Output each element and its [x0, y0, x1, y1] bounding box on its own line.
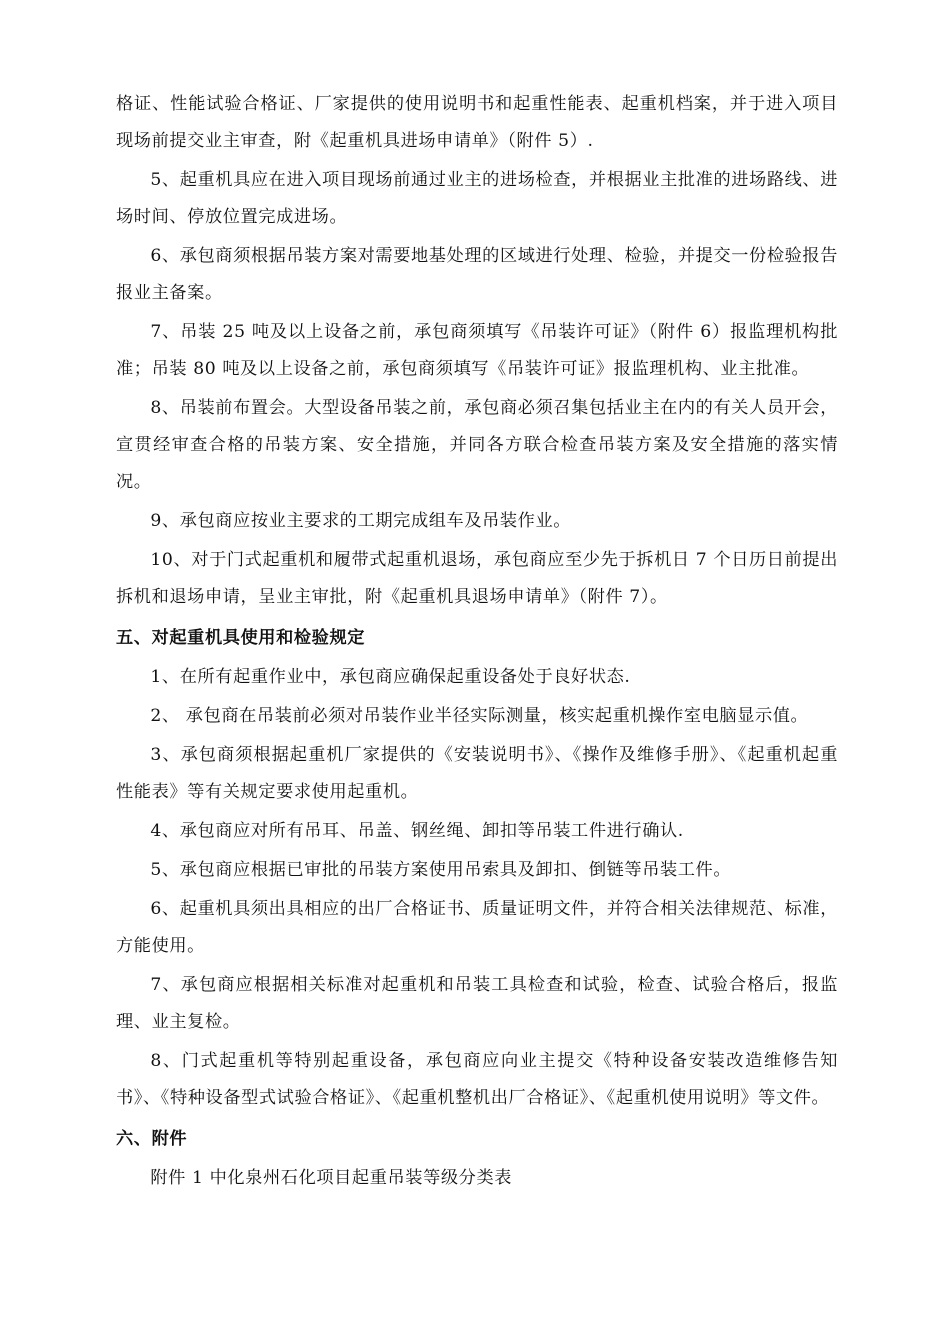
usage-rule-5: 5、承包商应根据已审批的吊装方案使用吊索具及卸扣、倒链等吊装工件。	[150, 860, 732, 880]
attachment-item-1: 附件 1 中化泉州石化项目起重吊装等级分类表	[150, 1168, 513, 1188]
paragraph-item-9: 9、承包商应按业主要求的工期完成组车及吊装作业。	[150, 511, 572, 531]
usage-rule-1: 1、在所有起重作业中，承包商应确保起重设备处于良好状态.	[150, 667, 631, 687]
section-heading-attachments: 六、附件	[116, 1129, 188, 1149]
paragraph-item-10: 10、对于门式起重机和履带式起重机退场，承包商应至少先于拆机日 7 个日历日前提出拆机和退场申请，呈业主审批，附《起重机具退场申请单》（附件 7）。	[116, 550, 838, 607]
paragraph-item-8: 8、吊装前布置会。大型设备吊装之前，承包商必须召集包括业主在内的有关人员开会，宣贯经审查合格的吊装方案、安全措施，并同各方联合检查吊装方案及安全措施的落实情况。	[116, 398, 838, 492]
usage-rule-6: 6、起重机具须出具相应的出厂合格证书、质量证明文件，并符合相关法律规范、标准，方能使用。	[116, 899, 838, 956]
usage-rule-3: 3、承包商须根据起重机厂家提供的《安装说明书》、《操作及维修手册》、《起重机起重性能表》等有关规定要求使用起重机。	[116, 745, 838, 802]
paragraph-item-5: 5、起重机具应在进入项目现场前通过业主的进场检查，并根据业主批准的进场路线、进场时间、停放位置完成进场。	[116, 170, 838, 227]
paragraph-item-6: 6、承包商须根据吊装方案对需要地基处理的区域进行处理、检验，并提交一份检验报告报业主备案。	[116, 246, 838, 303]
usage-rule-8: 8、门式起重机等特别起重设备，承包商应向业主提交《特种设备安装改造维修告知书》、《特种设备型式试验合格证》、《起重机整机出厂合格证》、《起重机使用说明》等文件。	[116, 1051, 838, 1108]
usage-rule-2: 2、 承包商在吊装前必须对吊装作业半径实际测量，核实起重机操作室电脑显示值。	[150, 706, 809, 726]
paragraph-continuation: 格证、性能试验合格证、厂家提供的使用说明书和起重性能表、起重机档案，并于进入项目现场前提交业主审查，附《起重机具进场申请单》（附件 5）.	[116, 94, 838, 151]
paragraph-item-7: 7、吊装 25 吨及以上设备之前，承包商须填写《吊装许可证》（附件 6）报监理机构批准；吊装 80 吨及以上设备之前，承包商须填写《吊装许可证》报监理机构、业主批准。	[116, 322, 838, 379]
usage-rule-4: 4、承包商应对所有吊耳、吊盖、钢丝绳、卸扣等吊装工件进行确认.	[150, 821, 684, 841]
section-heading-usage-inspection: 五、对起重机具使用和检验规定	[116, 628, 366, 648]
usage-rule-7: 7、承包商应根据相关标准对起重机和吊装工具检查和试验，检查、试验合格后，报监理、业主复检。	[116, 975, 838, 1032]
document-body	[116, 86, 838, 1199]
